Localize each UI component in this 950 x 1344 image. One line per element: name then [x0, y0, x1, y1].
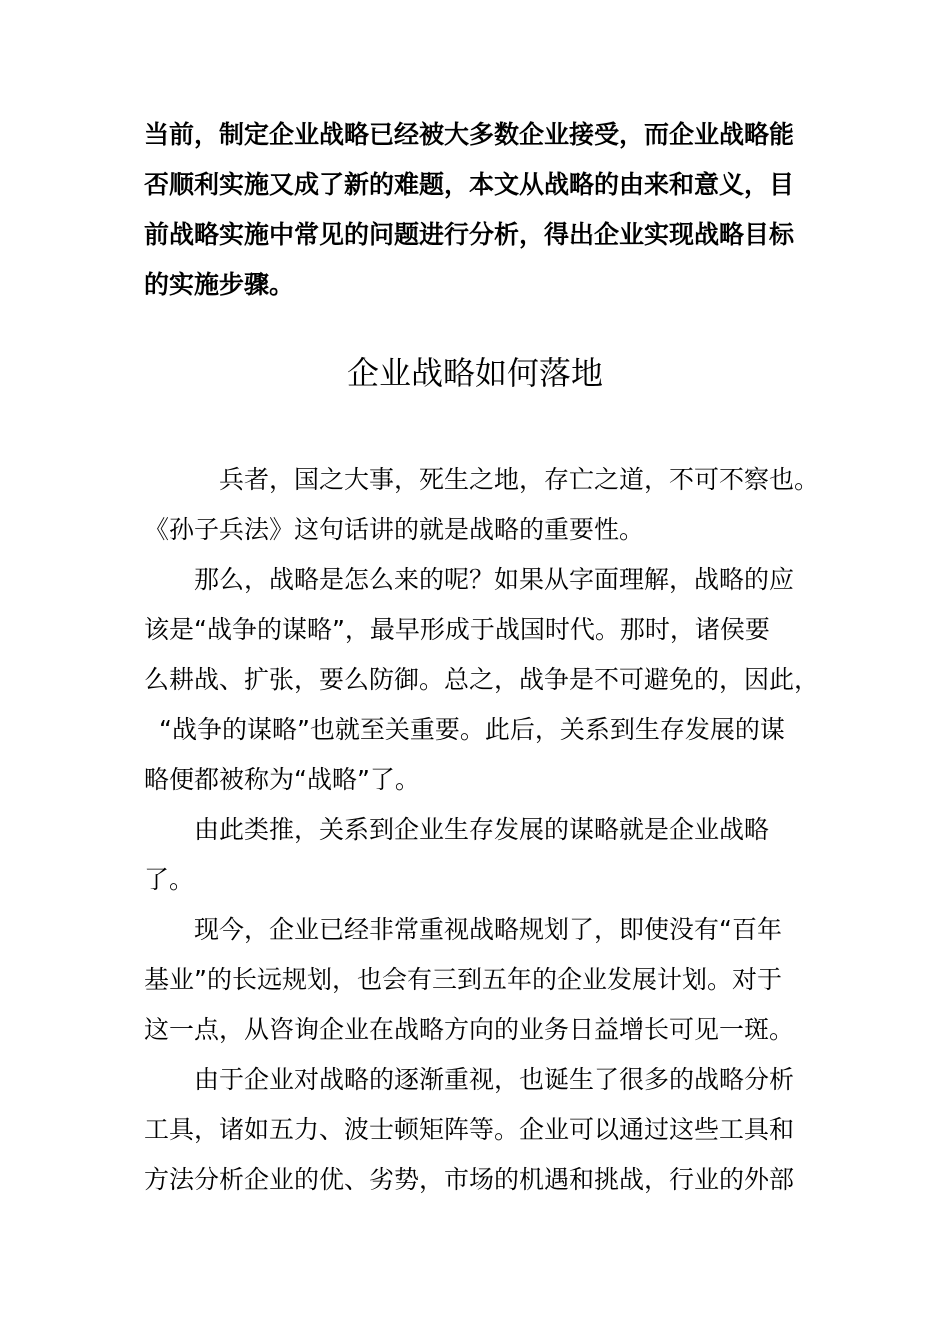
body-line: 方法分析企业的优、劣势，市场的机遇和挑战，行业的外部 — [144, 1165, 795, 1194]
body-line: 略便都被称为“战略”了。 — [144, 765, 420, 794]
body-line: 那么，战略是怎么来的呢？如果从字面理解，战略的应 — [194, 565, 795, 594]
body-line: 该是“战争的谋略”，最早形成于战国时代。那时，诸侯要 — [144, 615, 770, 644]
body-text — [144, 455, 834, 1205]
abstract — [144, 110, 814, 310]
abstract-line: 否顺利实施又成了新的难题，本文从战略的由来和意义，目 — [144, 170, 795, 199]
body-line: 由此类推，关系到企业生存发展的谋略就是企业战略 — [194, 815, 770, 844]
body-line: 由于企业对战略的逐渐重视，也诞生了很多的战略分析 — [194, 1065, 795, 1094]
body-line: 兵者，国之大事，死生之地，存亡之道，不可不察也。 — [219, 465, 820, 494]
body-line: 《孙子兵法》这句话讲的就是战略的重要性。 — [144, 515, 645, 544]
body-line: 基业”的长远规划，也会有三到五年的企业发展计划。对于 — [144, 965, 782, 994]
body-line: 这一点，从咨询企业在战略方向的业务日益增长可见一斑。 — [144, 1015, 795, 1044]
abstract-line: 的实施步骤。 — [144, 270, 295, 299]
body-line: 工具，诸如五力、波士顿矩阵等。企业可以通过这些工具和 — [144, 1115, 795, 1144]
abstract-line: 前战略实施中常见的问题进行分析，得出企业实现战略目标 — [144, 220, 795, 249]
body-line: 么耕战、扩张，要么防御。总之，战争是不可避免的，因此， — [144, 665, 820, 694]
body-line: 现今，企业已经非常重视战略规划了，即使没有“百年 — [194, 915, 782, 944]
abstract-line: 当前，制定企业战略已经被大多数企业接受，而企业战略能 — [144, 120, 795, 149]
document-title: 企业战略如何落地 — [346, 354, 603, 392]
body-line: 了。 — [144, 865, 195, 894]
body-line: “战争的谋略”也就至关重要。此后，关系到生存发展的谋 — [159, 715, 785, 744]
